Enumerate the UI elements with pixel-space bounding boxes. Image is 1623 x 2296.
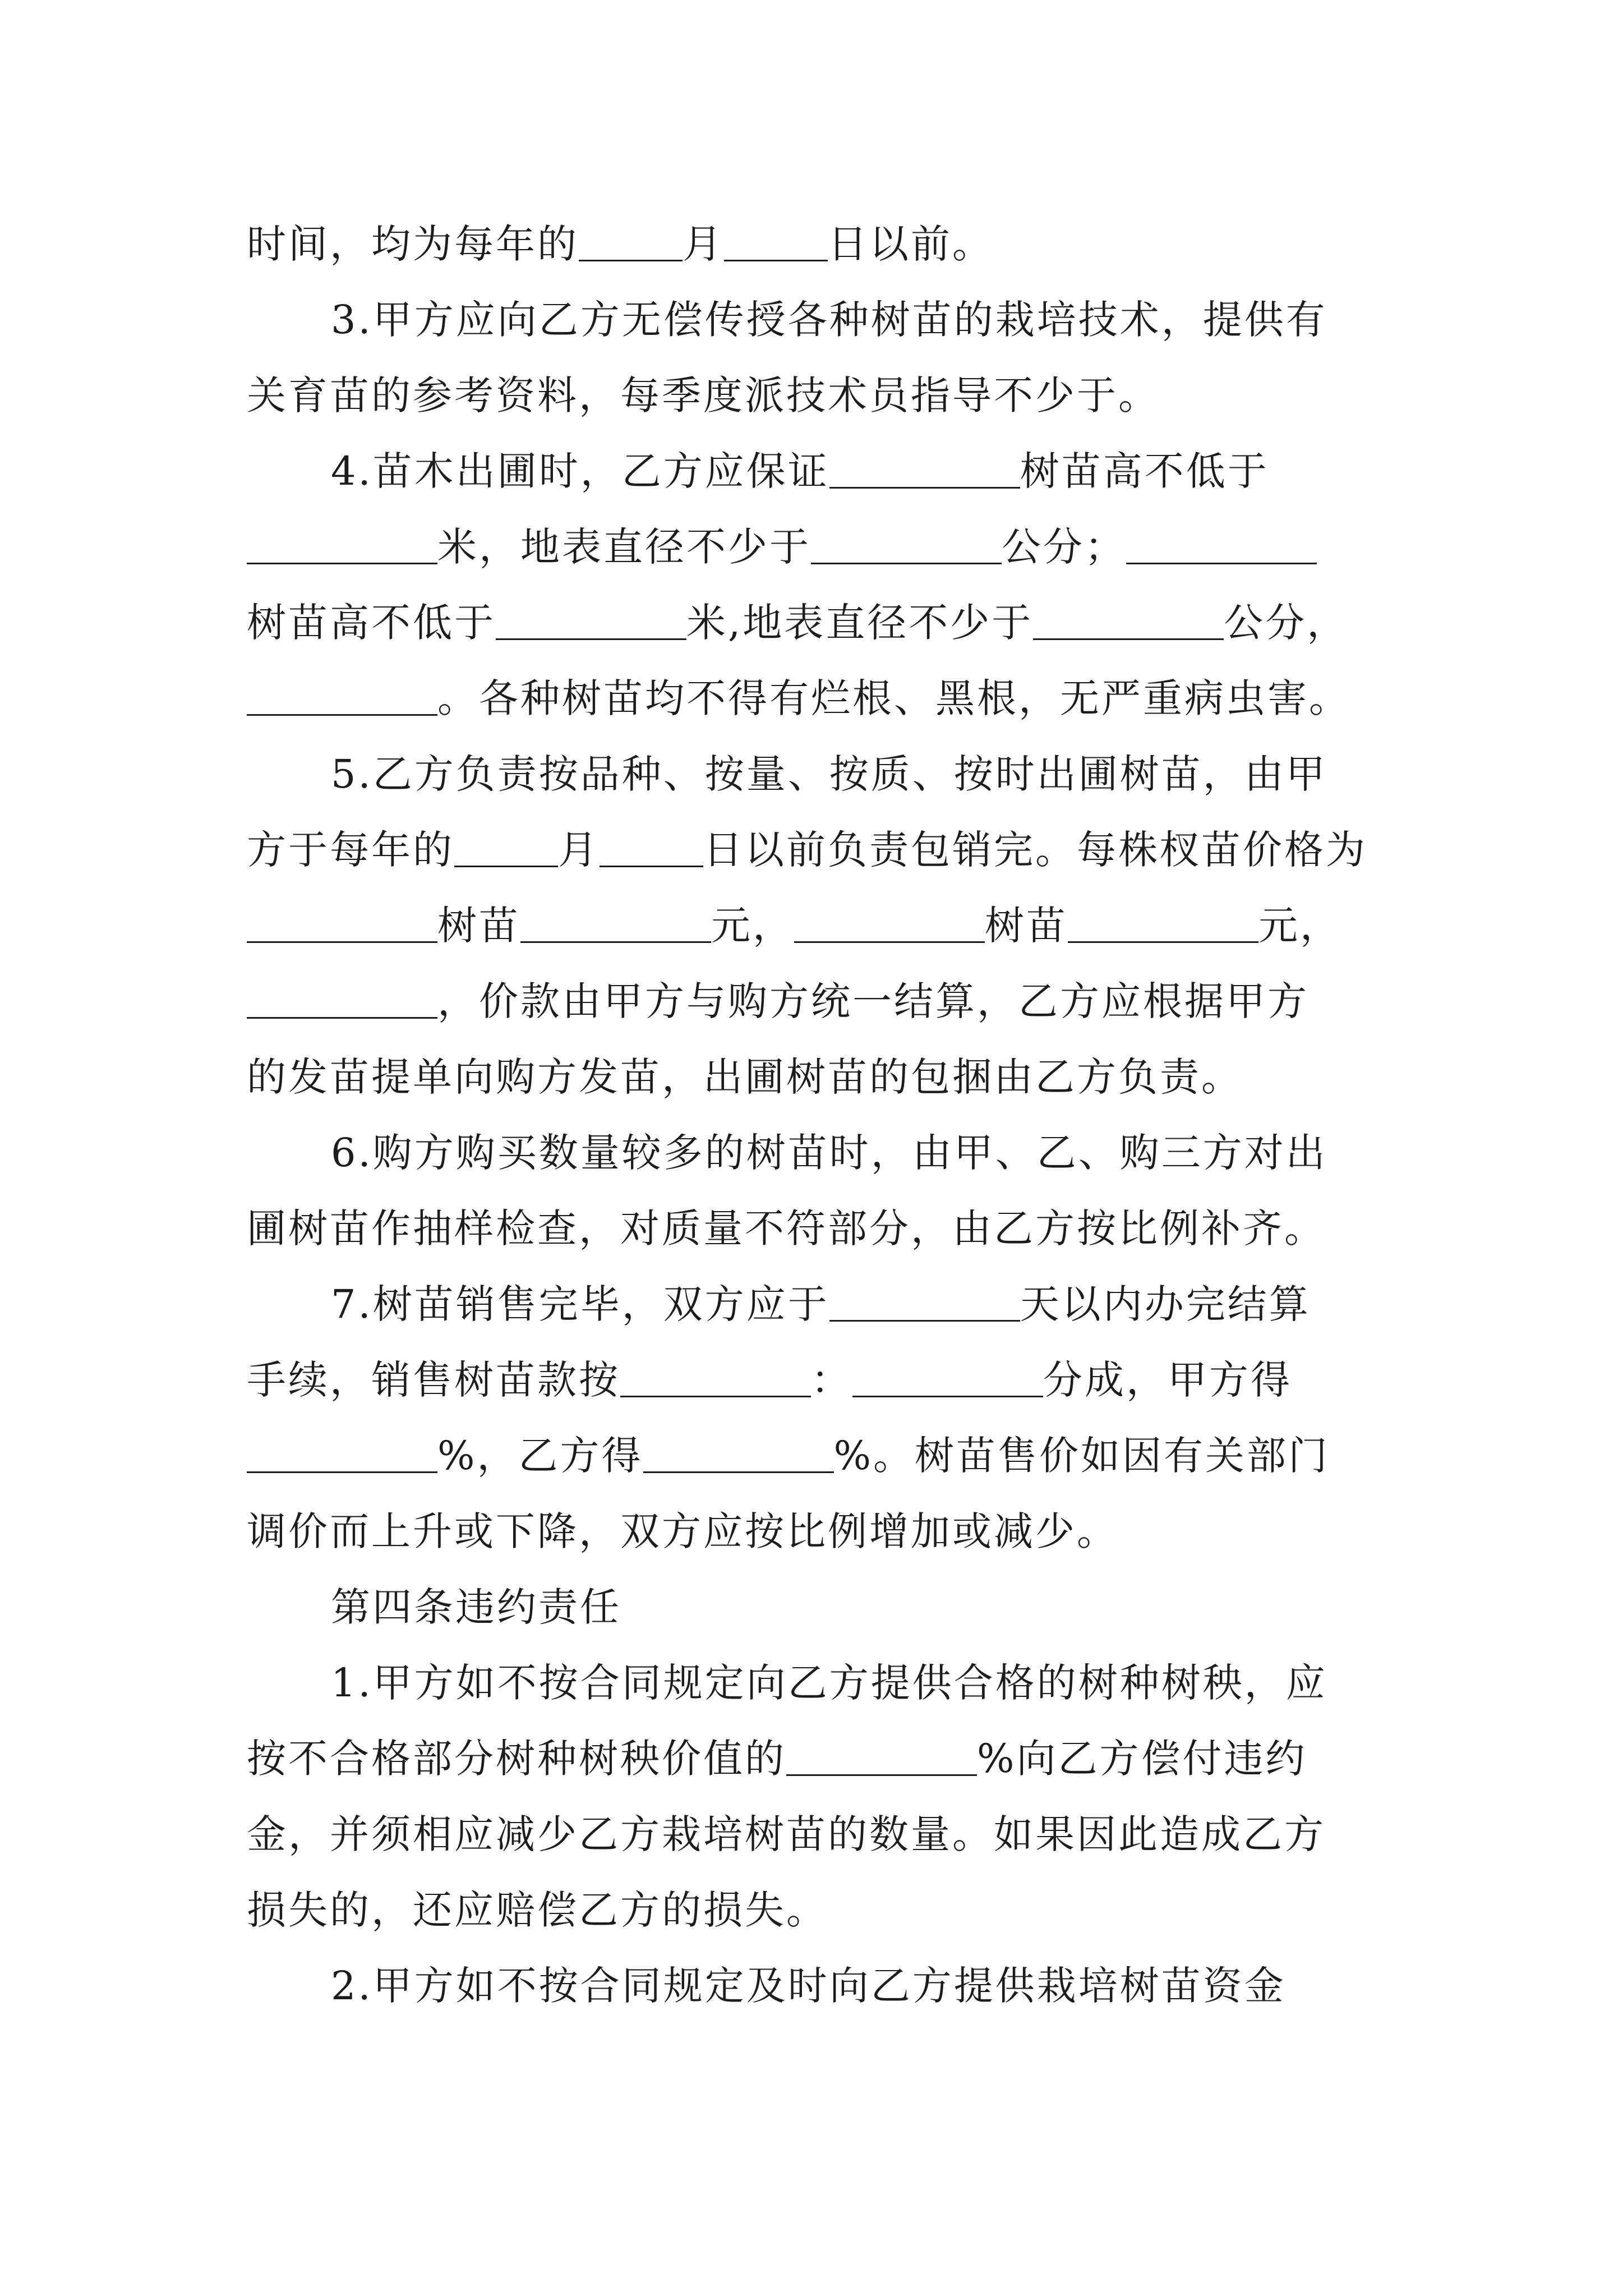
text-segment: 米，地表直径不少于	[437, 524, 811, 570]
fill-blank	[247, 675, 437, 716]
text-segment: 7.树苗销售完毕，双方应于	[331, 1281, 829, 1327]
text-segment: 的发苗提单向购方发苗，出圃树苗的包捆由乙方负责。	[247, 1054, 1243, 1100]
text-line	[247, 1049, 1385, 1105]
fill-blank	[520, 902, 711, 943]
text-line	[247, 1428, 1385, 1484]
text-segment: 天以内办完结算	[1020, 1281, 1311, 1327]
text-segment: 3.甲方应向乙方无偿传授各种树苗的栽培技术，提供有	[331, 297, 1327, 343]
text-segment: 手续，销售树苗款按	[247, 1357, 620, 1403]
text-segment: 1.甲方如不按合同规定向乙方提供合格的树种树秧，应	[331, 1660, 1327, 1706]
text-segment: 2.甲方如不按合同规定及时向乙方提供栽培树苗资金	[331, 1963, 1286, 2009]
text-line	[247, 973, 1385, 1029]
text-line	[247, 1882, 1385, 1938]
text-segment: 。各种树苗均不得有烂根、黑根，无严重病虫害。	[437, 675, 1350, 721]
text-segment: 第四条违约责任	[331, 1584, 621, 1630]
text-segment: 分成，甲方得	[1043, 1357, 1292, 1403]
fill-blank	[1126, 523, 1317, 564]
text-line	[247, 1503, 1385, 1559]
text-segment: 月	[683, 221, 724, 267]
text-segment: 调价而上升或下降，双方应按比例增加或减少。	[247, 1508, 1118, 1554]
text-segment: 日以前。	[828, 221, 994, 267]
fill-blank	[643, 1432, 834, 1473]
text-segment: 日以前负责包销完。每株杈苗价格为	[703, 827, 1367, 873]
fill-blank	[829, 448, 1020, 489]
text-line	[247, 1125, 1469, 1181]
fill-blank	[724, 220, 828, 261]
text-line	[247, 670, 1385, 726]
fill-blank	[1068, 902, 1258, 943]
text-segment: 树苗高不低于	[1020, 448, 1269, 494]
fill-blank	[600, 826, 703, 867]
text-line	[247, 1958, 1469, 2014]
text-segment: 树苗高不低于	[247, 600, 496, 646]
fill-blank	[247, 523, 437, 564]
text-segment: 树苗	[985, 903, 1068, 949]
text-segment: 关育苗的参考资料，每季度派技术员指导不少于。	[247, 372, 1160, 418]
fill-blank	[829, 1281, 1020, 1322]
fill-blank	[496, 599, 686, 640]
text-line	[247, 1731, 1385, 1787]
section-heading	[247, 1579, 1469, 1635]
text-segment: 公分；	[1002, 524, 1126, 570]
text-line	[247, 367, 1385, 424]
fill-blank	[247, 1432, 437, 1473]
text-segment: 4.苗木出圃时，乙方应保证	[331, 448, 829, 494]
fill-blank	[247, 978, 437, 1019]
text-line	[247, 216, 1385, 272]
text-segment: %。树苗售价如因有关部门	[833, 1433, 1330, 1479]
text-line	[247, 1276, 1469, 1332]
text-line	[247, 898, 1385, 954]
fill-blank	[247, 902, 437, 943]
text-segment: 方于每年的	[247, 827, 454, 873]
text-segment: 6.购方购买数量较多的树苗时，由甲、乙、购三方对出	[331, 1130, 1327, 1176]
text-segment: 月	[558, 827, 600, 873]
text-segment: 损失的，还应赔偿乙方的损失。	[247, 1887, 828, 1933]
text-segment: 按不合格部分树种树秧价值的	[247, 1736, 786, 1782]
text-line	[247, 1200, 1385, 1257]
text-line	[247, 822, 1385, 878]
text-line	[247, 519, 1385, 575]
text-segment: 树苗	[437, 903, 520, 949]
fill-blank	[852, 1356, 1043, 1397]
text-segment: ：	[811, 1357, 852, 1403]
text-segment: %，乙方得	[437, 1433, 643, 1479]
text-segment: 公分，	[1224, 600, 1349, 646]
fill-blank	[786, 1735, 977, 1776]
text-line	[247, 1352, 1385, 1408]
text-line	[247, 595, 1385, 651]
fill-blank	[1033, 599, 1224, 640]
text-segment: 元，	[1258, 903, 1341, 949]
text-line	[247, 1806, 1385, 1862]
fill-blank	[579, 220, 683, 261]
text-segment: 米,地表直径不少于	[686, 600, 1034, 646]
text-segment: 圃树苗作抽样检查，对质量不符部分，由乙方按比例补齐。	[247, 1205, 1326, 1251]
fill-blank	[454, 826, 558, 867]
text-line	[247, 746, 1469, 802]
fill-blank	[794, 902, 985, 943]
text-segment: 时间，均为每年的	[247, 221, 579, 267]
text-line	[247, 443, 1469, 499]
text-line	[247, 292, 1469, 348]
text-line	[247, 1655, 1469, 1711]
text-segment: 元，	[711, 903, 794, 949]
text-segment: 金，并须相应减少乙方栽培树苗的数量。如果因此造成乙方	[247, 1811, 1326, 1857]
fill-blank	[620, 1356, 811, 1397]
text-segment: 5.乙方负责按品种、按量、按质、按时出圃树苗，由甲	[331, 751, 1327, 797]
text-segment: ，价款由甲方与购方统一结算，乙方应根据甲方	[437, 978, 1309, 1024]
fill-blank	[811, 523, 1002, 564]
text-segment: %向乙方偿付违约	[977, 1736, 1307, 1782]
